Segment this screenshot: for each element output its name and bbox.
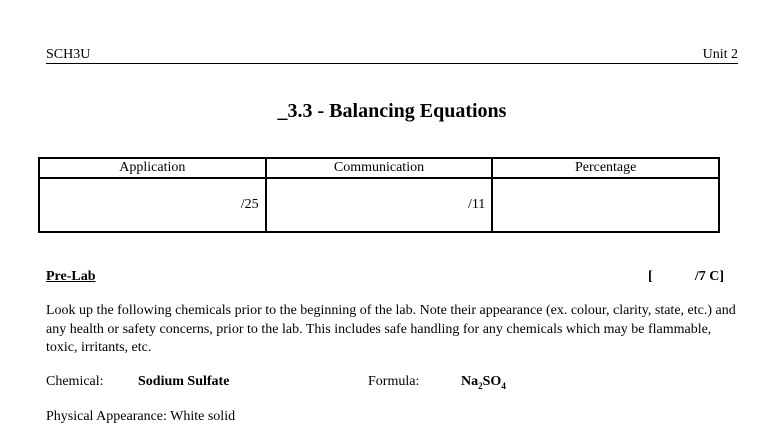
title-text: 3.3 - Balancing Equations <box>287 100 507 122</box>
formula-label: Formula: <box>368 374 420 389</box>
application-score-cell: /25 <box>39 178 266 232</box>
prelab-score-bracket: [ <box>648 269 653 284</box>
formula-subscript-2: 2 <box>478 380 483 391</box>
chemical-name: Sodium Sulfate <box>138 374 230 389</box>
unit-label: Unit 2 <box>702 47 738 62</box>
page-title <box>0 99 784 123</box>
formula-part-na: Na <box>461 374 479 389</box>
course-code: SCH3U <box>46 47 91 62</box>
formula-part-so: SO <box>482 374 502 389</box>
title-prefix: _ <box>277 100 288 122</box>
prelab-instructions: Look up the following chemicals prior to the beginning of the lab. Note their appearance (ex. colour, clarity, state, etc.) and any health or safety concerns, prior to the lab. This includes safe handling for any chemicals which may be flammable, toxic, irritants, etc. <box>46 303 736 355</box>
prelab-score-total: /7 C] <box>694 269 724 284</box>
chemical-formula <box>461 373 506 395</box>
column-header-application: Application <box>39 158 266 178</box>
marks-table <box>38 157 720 233</box>
prelab-title: Pre-Lab <box>46 269 96 284</box>
marks-table-header-row <box>39 158 719 178</box>
marks-table-row <box>39 178 719 232</box>
chemical-label: Chemical: <box>46 374 104 389</box>
physical-appearance: Physical Appearance: White solid <box>46 409 236 424</box>
page-header <box>46 47 738 64</box>
prelab-heading-row <box>46 268 724 286</box>
column-header-percentage: Percentage <box>492 158 719 178</box>
communication-score-cell: /11 <box>266 178 493 232</box>
column-header-communication: Communication <box>266 158 493 178</box>
formula-subscript-4: 4 <box>501 380 506 391</box>
percentage-score-cell <box>492 178 719 232</box>
